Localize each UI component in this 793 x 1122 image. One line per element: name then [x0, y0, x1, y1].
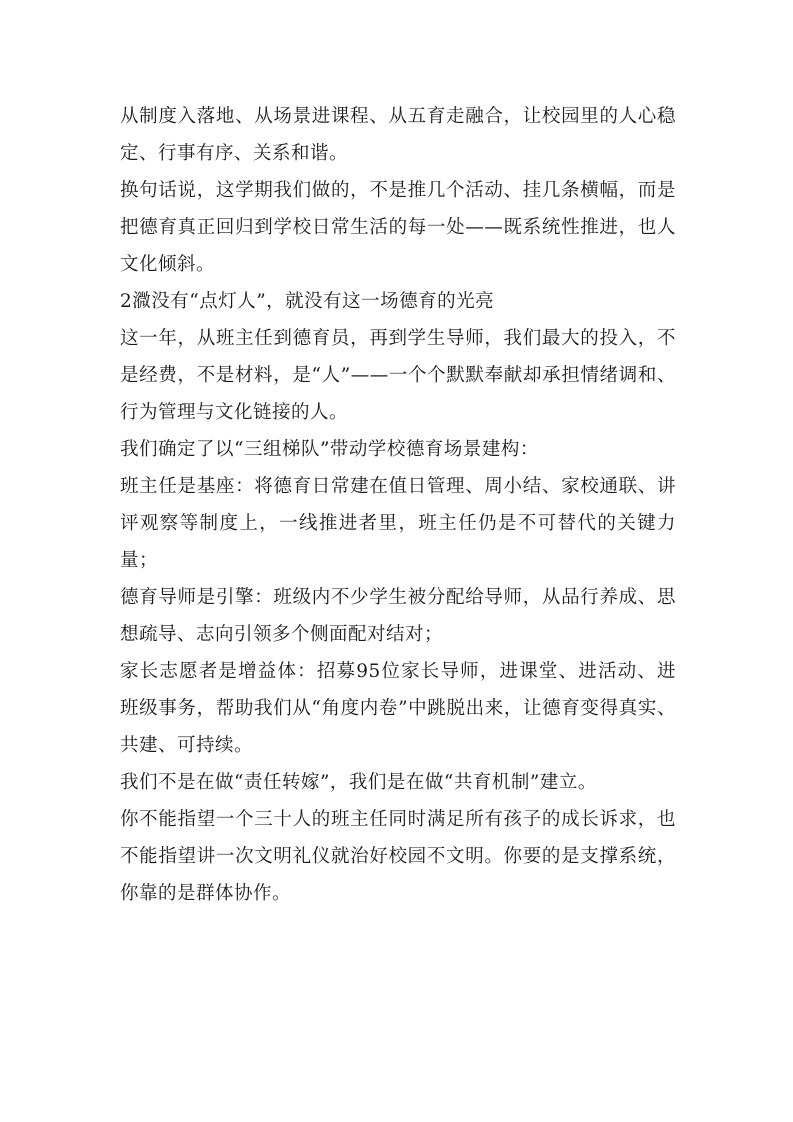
paragraph-moral-mentors: 德育导师是引擎：班级内不少学生被分配给导师，从品行养成、思想疏导、志向引领多个侧面配对结对； — [120, 587, 676, 645]
paragraph-intro-continued: 从制度入落地、从场景进课程、从五育走融合，让校园里的人心稳定、行事有序、关系和谐。 — [120, 106, 676, 164]
paragraph-in-other-words: 换句话说，这学期我们做的，不是推几个活动、挂几条横幅，而是把德育真正回归到学校日常生活的每一处——既系统性推进，也人文化倾斜。 — [120, 180, 676, 275]
paragraph-support-system: 你不能指望一个三十人的班主任同时满足所有孩子的成长诉求，也不能指望讲一次文明礼仪就治好校园不文明。你要的是支撑系统，你靠的是群体协作。 — [120, 809, 676, 904]
paragraph-three-tiers: 我们确定了以“三组梯队”带动学校德育场景建构： — [120, 439, 539, 460]
paragraph-parent-volunteers: 家长志愿者是增益体：招募95位家长导师，进课堂、进活动、进班级事务，帮助我们从“角度内卷”中跳脱出来，让德育变得真实、共建、可持续。 — [120, 661, 676, 756]
section-heading-2: 2㵟没有“点灯人”，就没有这一场德育的光亮 — [120, 291, 495, 312]
paragraph-head-teachers: 班主任是基座：将德育日常建在值日管理、周小结、家校通联、讲评观察等制度上，一线推进者里，班主任仍是不可替代的关键力量； — [120, 476, 676, 571]
document-body — [120, 98, 676, 912]
paragraph-co-education: 我们不是在做“责任转嫁”，我们是在做“共育机制”建立。 — [120, 772, 597, 793]
paragraph-this-year: 这一年，从班主任到德育员，再到学生导师，我们最大的投入，不是经费，不是材料，是“人”——一个个默默奉献却承担情绪调和、行为管理与文化链接的人。 — [120, 328, 676, 423]
